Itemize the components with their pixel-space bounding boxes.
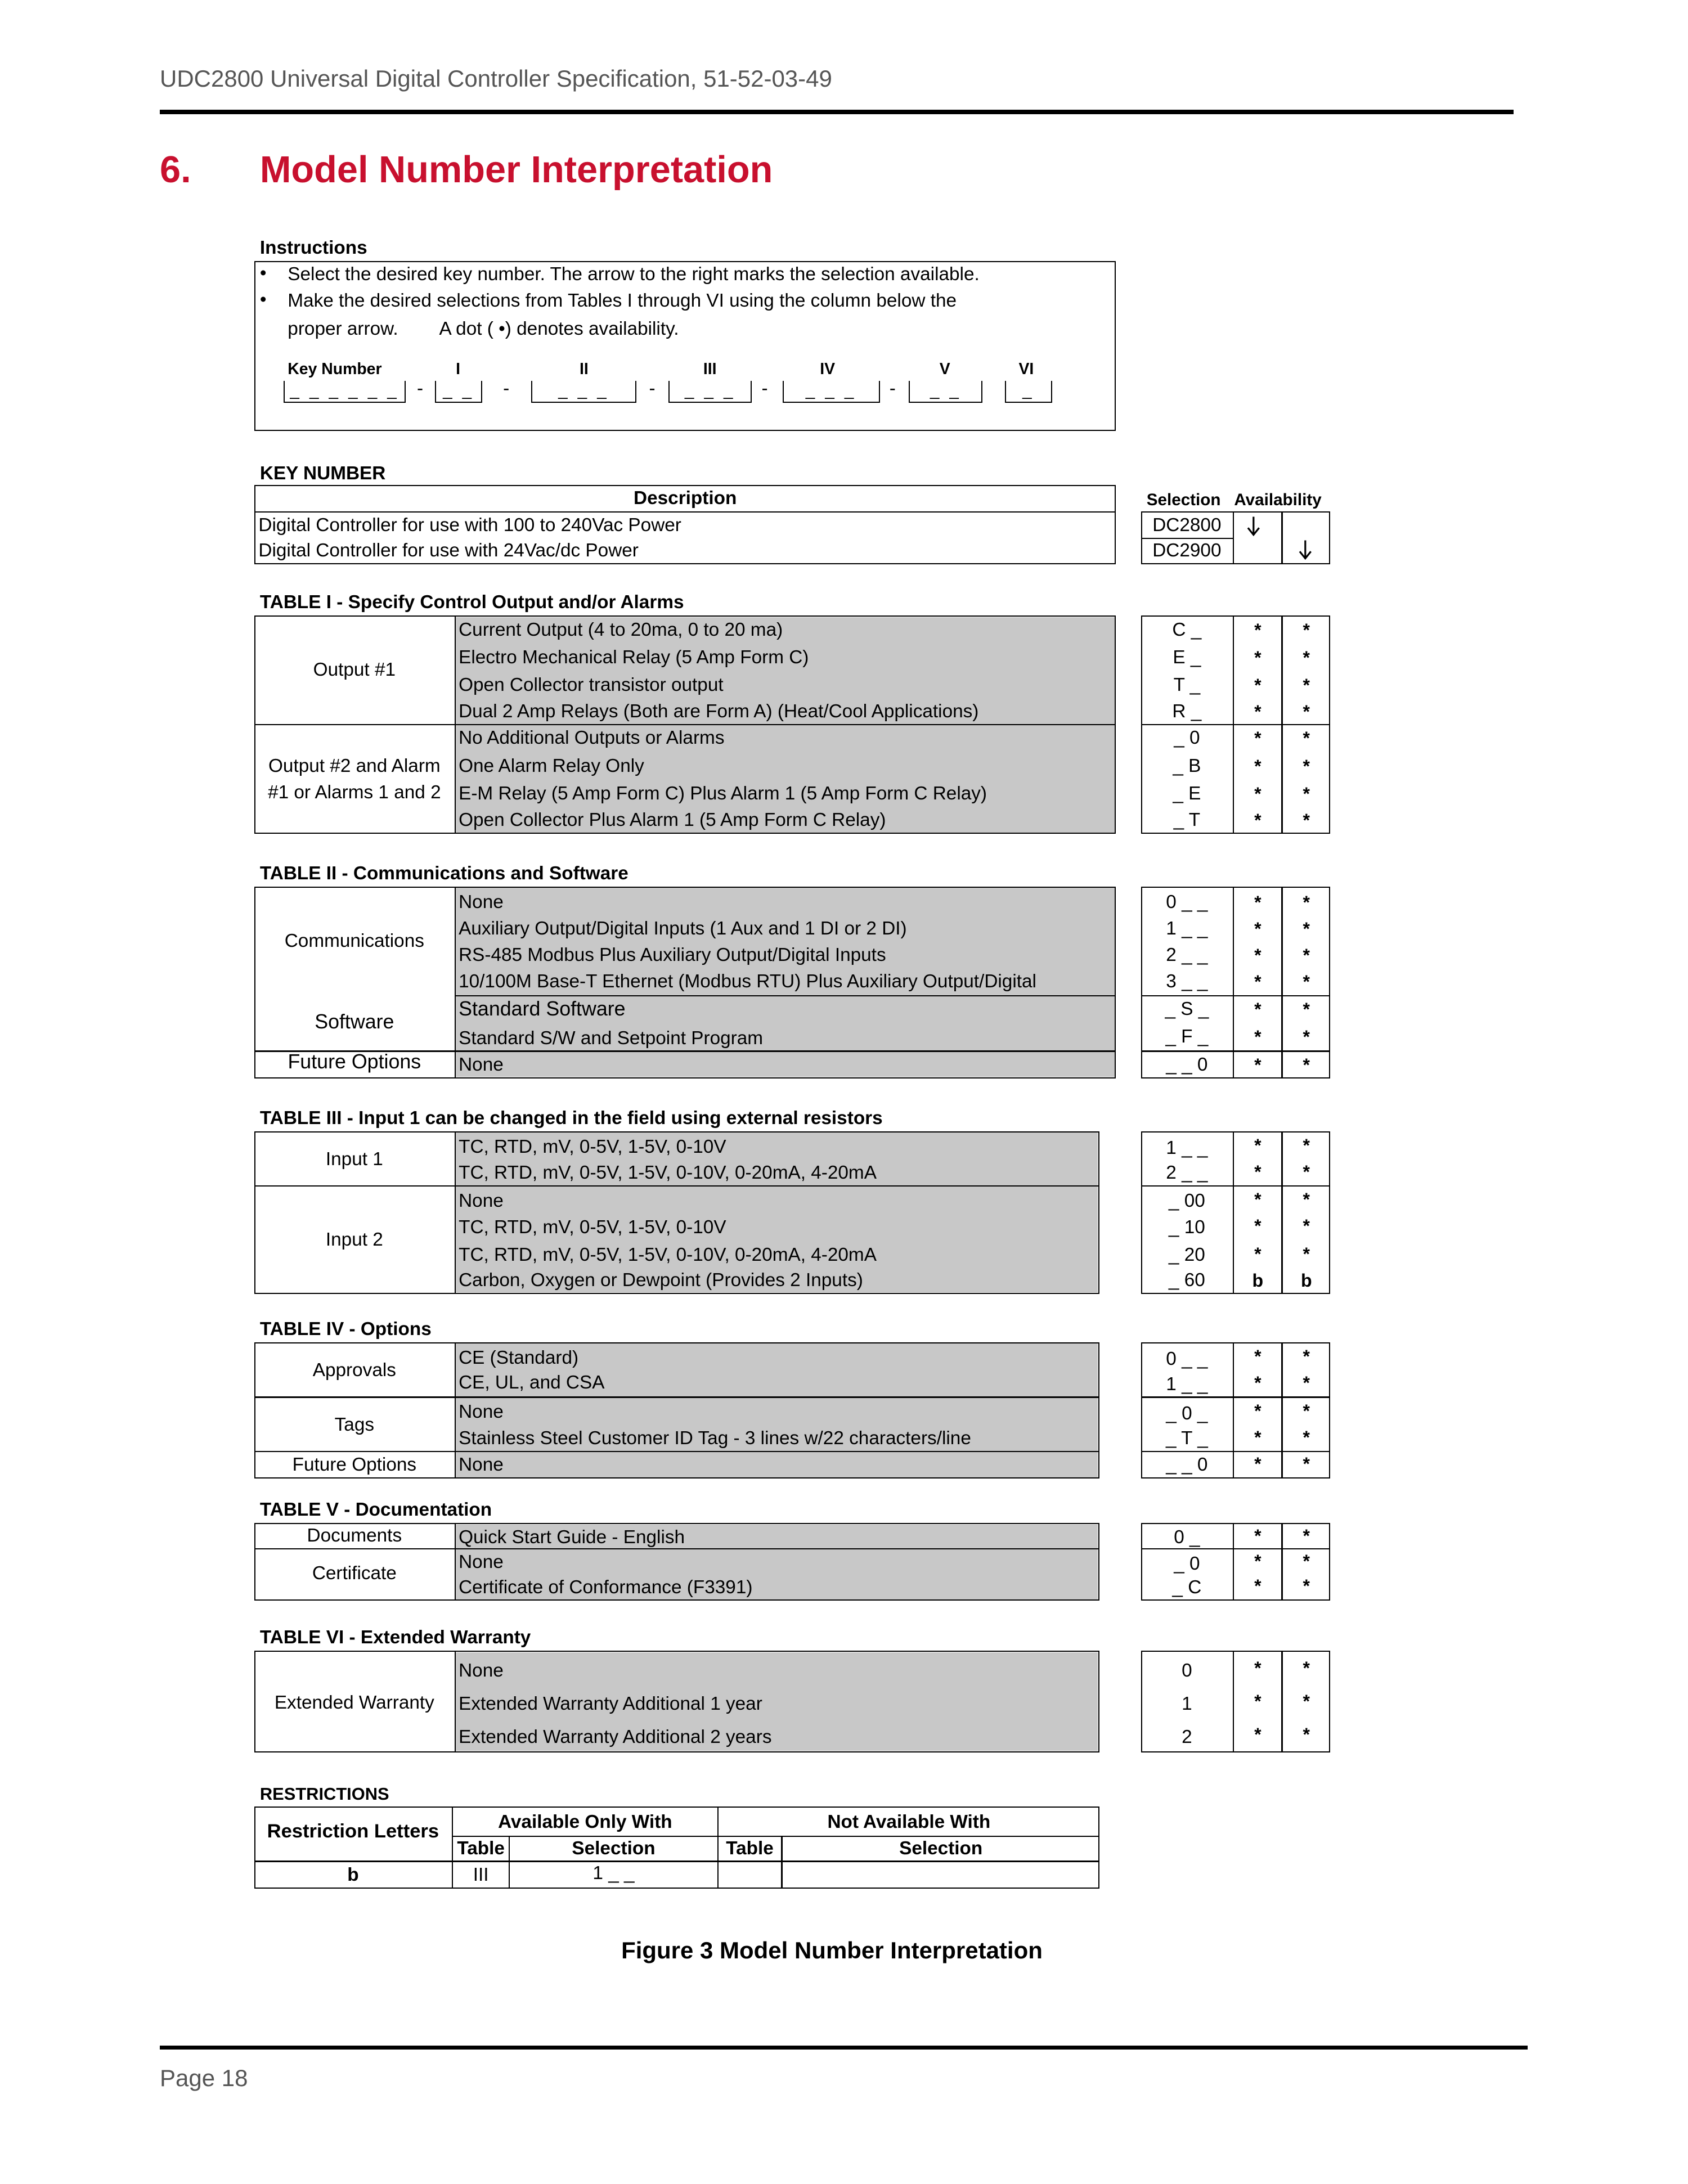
- table1-group-output2: #1 or Alarms 1 and 2: [268, 781, 441, 803]
- table2-heading: TABLE II - Communications and Software: [259, 862, 628, 884]
- key-separator: -: [503, 378, 510, 399]
- table5-group-documents: Documents: [307, 1525, 402, 1547]
- table1-desc: Open Collector Plus Alarm 1 (5 Amp Form C Relay): [459, 810, 886, 831]
- table3-group-input1: Input 1: [325, 1148, 383, 1170]
- key-row-desc: Digital Controller for use with 100 to 240Vac Power: [258, 515, 681, 536]
- avail-mark: *: [1254, 1526, 1261, 1547]
- table6-desc: Extended Warranty Additional 1 year: [459, 1693, 762, 1714]
- key-box-v: _ _: [909, 381, 982, 403]
- table1-desc: No Additional Outputs or Alarms: [459, 727, 725, 749]
- table2-code: _ _ 0: [1166, 1054, 1208, 1075]
- table1-code: _ T: [1173, 810, 1201, 831]
- avail-mark: *: [1303, 756, 1310, 776]
- avail-mark: *: [1254, 1691, 1261, 1712]
- table4-code: _ 0 _: [1166, 1403, 1208, 1424]
- avail-mark: b: [1300, 1270, 1312, 1291]
- instruction-2c: A dot ( •) denotes availability.: [439, 318, 679, 339]
- table5-heading: TABLE V - Documentation: [259, 1499, 492, 1521]
- table-subheader: Table: [726, 1837, 774, 1859]
- table4-code: 1 _ _: [1166, 1373, 1208, 1395]
- table1-code: C _: [1172, 619, 1202, 640]
- table4-group-future: Future Options: [292, 1454, 417, 1476]
- key-label-v: V: [939, 359, 950, 378]
- table3-desc: Carbon, Oxygen or Dewpoint (Provides 2 Inputs): [459, 1269, 863, 1291]
- table4-heading: TABLE IV - Options: [259, 1319, 432, 1340]
- table6-desc: None: [459, 1660, 504, 1681]
- table2-desc: 10/100M Base-T Ethernet (Modbus RTU) Plus Auxiliary Output/Digital: [459, 970, 1036, 992]
- table2-desc: None: [459, 1054, 504, 1075]
- table5-code: _ 0: [1174, 1553, 1200, 1574]
- bullet-icon: •: [259, 289, 267, 310]
- avail-mark: *: [1303, 1427, 1310, 1448]
- key-box-vi: _: [1005, 381, 1052, 403]
- key-box-keynumber: _ _ _ _ _ _: [284, 381, 406, 403]
- avail-mark: *: [1303, 648, 1310, 668]
- table3-desc: None: [459, 1190, 504, 1211]
- description-header: Description: [634, 487, 737, 509]
- table1-desc: Current Output (4 to 20ma, 0 to 20 ma): [459, 619, 783, 640]
- table2-desc: Standard S/W and Setpoint Program: [459, 1027, 764, 1049]
- avail-mark: *: [1254, 1657, 1261, 1678]
- table3-code: _ 20: [1168, 1244, 1205, 1266]
- table2-code: _ S _: [1165, 998, 1209, 1019]
- avail-mark: *: [1254, 1373, 1261, 1394]
- table4-group-approvals: Approvals: [312, 1360, 396, 1381]
- table2-code: 3 _ _: [1166, 970, 1208, 992]
- figure-caption: Figure 3 Model Number Interpretation: [621, 1937, 1043, 1964]
- avail-mark: *: [1303, 1657, 1310, 1678]
- table3-desc: TC, RTD, mV, 0-5V, 1-5V, 0-10V: [459, 1216, 726, 1238]
- table1-desc: Dual 2 Amp Relays (Both are Form A) (Heat/Cool Applications): [459, 701, 979, 722]
- table4-code: 0 _ _: [1166, 1349, 1208, 1370]
- key-box-i: _ _: [435, 381, 482, 403]
- selection-subheader: Selection: [572, 1837, 656, 1859]
- table2-desc: None: [459, 891, 504, 913]
- key-label-ii: II: [579, 359, 589, 378]
- key-label-iv: IV: [820, 359, 836, 378]
- selection-header: Selection: [1146, 490, 1221, 509]
- instructions-box: [254, 261, 1116, 430]
- avail-mark: *: [1303, 728, 1310, 749]
- table1-code: R _: [1172, 701, 1202, 722]
- table4-desc: CE (Standard): [459, 1347, 579, 1368]
- table3-code: _ 00: [1168, 1190, 1205, 1211]
- avail-mark: *: [1254, 971, 1261, 992]
- table5-desc: None: [459, 1552, 504, 1573]
- restriction-table: III: [473, 1864, 489, 1885]
- table1-desc: Open Collector transistor output: [459, 675, 724, 696]
- table5-desc: Quick Start Guide - English: [459, 1526, 685, 1548]
- available-only-with-header: Available Only With: [498, 1811, 672, 1832]
- key-separator: -: [649, 378, 656, 399]
- avail-mark: *: [1303, 1551, 1310, 1571]
- table4-desc: CE, UL, and CSA: [459, 1372, 605, 1394]
- avail-mark: *: [1254, 1551, 1261, 1571]
- avail-mark: *: [1254, 1161, 1261, 1182]
- document-header: UDC2800 Universal Digital Controller Specification, 51-52-03-49: [160, 65, 832, 92]
- selection-subheader: Selection: [899, 1837, 983, 1859]
- table-subheader: Table: [457, 1837, 505, 1859]
- table2-desc: Standard Software: [459, 997, 626, 1021]
- table6-code: 0: [1182, 1660, 1192, 1681]
- avail-mark: *: [1303, 1189, 1310, 1210]
- instructions-heading: Instructions: [259, 237, 367, 259]
- key-box-iii: _ _ _: [668, 381, 752, 403]
- avail-mark: *: [1254, 675, 1261, 696]
- table4-desc: None: [459, 1401, 504, 1423]
- table2-code: 1 _ _: [1166, 918, 1208, 939]
- restriction-letters-header: Restriction Letters: [267, 1820, 439, 1842]
- avail-mark: *: [1254, 619, 1261, 640]
- avail-mark: *: [1303, 1724, 1310, 1745]
- key-separator: -: [417, 378, 424, 399]
- avail-mark: *: [1254, 756, 1261, 776]
- restriction-selection: 1 _ _: [592, 1863, 635, 1884]
- avail-mark: *: [1254, 1427, 1261, 1448]
- table1-code: _ E: [1173, 783, 1201, 805]
- avail-mark: *: [1303, 675, 1310, 696]
- table4-code: _ T _: [1165, 1428, 1208, 1449]
- section-title: Model Number Interpretation: [259, 149, 773, 191]
- avail-mark: *: [1254, 810, 1261, 831]
- instruction-2b: proper arrow.: [288, 318, 398, 339]
- key-row-desc: Digital Controller for use with 24Vac/dc Power: [258, 540, 639, 561]
- avail-mark: *: [1303, 1346, 1310, 1367]
- bullet-icon: •: [259, 262, 267, 284]
- table3-desc: TC, RTD, mV, 0-5V, 1-5V, 0-10V, 0-20mA, 4-20mA: [459, 1162, 877, 1184]
- restriction-letter: b: [347, 1864, 359, 1885]
- key-code: DC2800: [1152, 515, 1222, 536]
- table6-desc: Extended Warranty Additional 2 years: [459, 1727, 772, 1748]
- table5-code: _ C: [1172, 1576, 1202, 1598]
- avail-mark: *: [1254, 1453, 1261, 1474]
- table1-desc: E-M Relay (5 Amp Form C) Plus Alarm 1 (5 Amp Form C Relay): [459, 783, 987, 805]
- key-number-heading: KEY NUMBER: [259, 462, 386, 484]
- table6-group-warranty: Extended Warranty: [274, 1692, 434, 1713]
- table2-group-software: Software: [315, 1010, 394, 1033]
- footer-rule: [160, 2046, 1527, 2050]
- avail-mark: *: [1254, 1027, 1261, 1048]
- header-rule: [160, 110, 1514, 114]
- instruction-2: Make the desired selections from Tables I through VI using the column below the: [288, 290, 957, 312]
- table1-code: E _: [1173, 647, 1201, 668]
- avail-mark: b: [1252, 1270, 1264, 1291]
- key-code: DC2900: [1152, 540, 1222, 561]
- avail-mark: *: [1254, 1243, 1261, 1264]
- key-label-keynumber: Key Number: [288, 359, 382, 378]
- arrow-down-icon: [1245, 515, 1262, 538]
- table6-code: 1: [1182, 1693, 1192, 1714]
- table5-desc: Certificate of Conformance (F3391): [459, 1576, 753, 1598]
- table2-code: 2 _ _: [1166, 944, 1208, 965]
- avail-mark: *: [1303, 1400, 1310, 1421]
- table1-heading: TABLE I - Specify Control Output and/or Alarms: [259, 592, 684, 613]
- table2-desc: Auxiliary Output/Digital Inputs (1 Aux and 1 DI or 2 DI): [459, 918, 907, 939]
- table2-desc: RS-485 Modbus Plus Auxiliary Output/Digital Inputs: [459, 944, 886, 965]
- section-number: 6.: [160, 149, 191, 191]
- table4-desc: None: [459, 1454, 504, 1476]
- table1-code: T _: [1173, 675, 1201, 696]
- table4-code: _ _ 0: [1166, 1454, 1208, 1476]
- table3-heading: TABLE III - Input 1 can be changed in the field using external resistors: [259, 1107, 883, 1129]
- availability-header: Availability: [1234, 490, 1322, 509]
- avail-mark: *: [1254, 1576, 1261, 1597]
- avail-mark: *: [1303, 999, 1310, 1019]
- table5-code: 0 _: [1174, 1526, 1200, 1548]
- key-box-iv: _ _ _: [783, 381, 880, 403]
- key-label-i: I: [456, 359, 461, 378]
- key-separator: -: [761, 378, 768, 399]
- key-label-iii: III: [703, 359, 717, 378]
- avail-mark: *: [1303, 1691, 1310, 1712]
- not-available-with-header: Not Available With: [827, 1811, 991, 1832]
- table4-group-tags: Tags: [334, 1414, 375, 1435]
- table3-code: 1 _ _: [1166, 1137, 1208, 1158]
- key-separator: -: [889, 378, 896, 399]
- avail-mark: *: [1303, 702, 1310, 722]
- avail-mark: *: [1254, 1189, 1261, 1210]
- avail-mark: *: [1254, 728, 1261, 749]
- page-number: Page 18: [160, 2065, 248, 2092]
- table3-group-input2: Input 2: [325, 1229, 383, 1250]
- table1-group-output2: Output #2 and Alarm: [268, 755, 441, 776]
- table3-code: 2 _ _: [1166, 1162, 1208, 1184]
- table3-desc: TC, RTD, mV, 0-5V, 1-5V, 0-10V: [459, 1136, 726, 1157]
- table1-code: _ B: [1173, 755, 1201, 776]
- table1-group-output1: Output #1: [313, 659, 396, 681]
- avail-mark: *: [1254, 702, 1261, 722]
- avail-mark: *: [1303, 918, 1310, 939]
- table1-desc: Electro Mechanical Relay (5 Amp Form C): [459, 647, 809, 668]
- avail-mark: *: [1303, 945, 1310, 965]
- avail-mark: *: [1303, 1243, 1310, 1264]
- avail-mark: *: [1254, 1054, 1261, 1075]
- avail-mark: *: [1303, 619, 1310, 640]
- table4-desc: Stainless Steel Customer ID Tag - 3 lines w/22 characters/line: [459, 1428, 971, 1449]
- avail-mark: *: [1303, 1453, 1310, 1474]
- key-box-ii: _ _ _: [531, 381, 637, 403]
- avail-mark: *: [1254, 892, 1261, 913]
- avail-mark: *: [1303, 1027, 1310, 1048]
- avail-mark: *: [1254, 918, 1261, 939]
- avail-mark: *: [1254, 945, 1261, 965]
- avail-mark: *: [1303, 1216, 1310, 1237]
- table2-code: _ F _: [1165, 1026, 1209, 1048]
- avail-mark: *: [1303, 892, 1310, 913]
- avail-mark: *: [1303, 1054, 1310, 1075]
- avail-mark: *: [1254, 1216, 1261, 1237]
- avail-mark: *: [1254, 1724, 1261, 1745]
- avail-mark: *: [1303, 1526, 1310, 1547]
- table3-code: _ 10: [1168, 1216, 1205, 1238]
- table3-code: _ 60: [1168, 1269, 1205, 1291]
- table6-heading: TABLE VI - Extended Warranty: [259, 1627, 531, 1648]
- avail-mark: *: [1303, 1161, 1310, 1182]
- table6-code: 2: [1182, 1727, 1192, 1748]
- table1-desc: One Alarm Relay Only: [459, 755, 644, 776]
- avail-mark: *: [1254, 1400, 1261, 1421]
- instruction-1: Select the desired key number. The arrow to the right marks the selection available.: [288, 264, 980, 285]
- table2-group-future: Future Options: [288, 1050, 421, 1073]
- avail-mark: *: [1303, 1135, 1310, 1156]
- avail-mark: *: [1254, 648, 1261, 668]
- table5-group-certificate: Certificate: [312, 1562, 397, 1584]
- avail-mark: *: [1303, 971, 1310, 992]
- avail-mark: *: [1303, 784, 1310, 805]
- avail-mark: *: [1254, 999, 1261, 1019]
- table1-code: _ 0: [1174, 727, 1200, 749]
- avail-mark: *: [1303, 1373, 1310, 1394]
- table3-desc: TC, RTD, mV, 0-5V, 1-5V, 0-10V, 0-20mA, 4-20mA: [459, 1244, 877, 1266]
- arrow-down-icon: [1297, 539, 1314, 561]
- avail-mark: *: [1303, 810, 1310, 831]
- table2-group-communications: Communications: [284, 930, 424, 951]
- avail-mark: *: [1303, 1576, 1310, 1597]
- avail-mark: *: [1254, 1346, 1261, 1367]
- key-label-vi: VI: [1018, 359, 1034, 378]
- table2-code: 0 _ _: [1166, 891, 1208, 913]
- restrictions-heading: RESTRICTIONS: [259, 1784, 389, 1804]
- avail-mark: *: [1254, 1135, 1261, 1156]
- avail-mark: *: [1254, 784, 1261, 805]
